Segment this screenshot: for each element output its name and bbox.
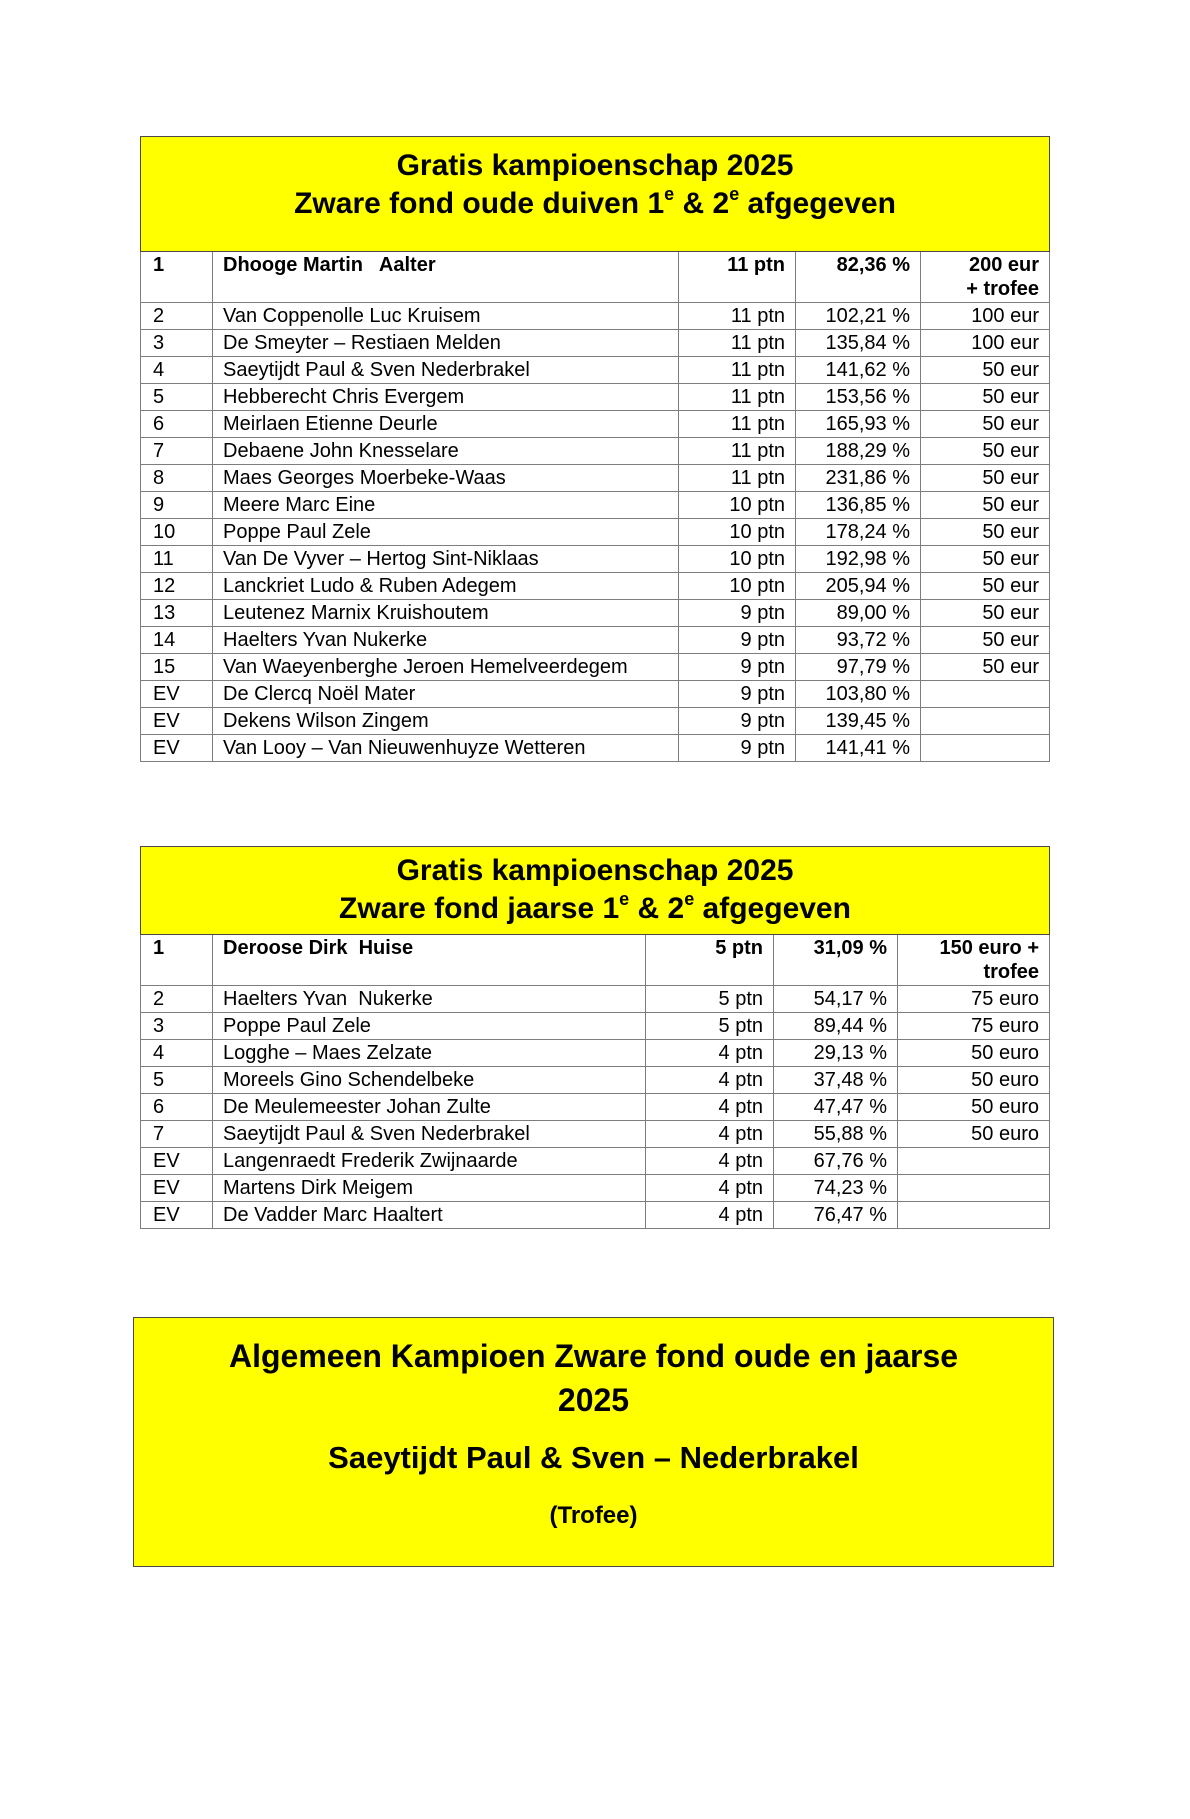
name-cell: Poppe Paul Zele <box>213 1013 646 1040</box>
table-row <box>141 627 1050 654</box>
prize-cell: 100 eur <box>921 330 1050 357</box>
name-cell: Dhooge Martin Aalter <box>213 252 679 303</box>
percent-cell: 103,80 % <box>796 681 921 708</box>
table-row <box>141 986 1050 1013</box>
oude-duiven-table-body <box>141 252 1050 762</box>
rank-cell: 13 <box>141 600 213 627</box>
subtitle-text: afgegeven <box>739 187 896 220</box>
subtitle-text: afgegeven <box>694 892 851 925</box>
table-row <box>141 708 1050 735</box>
prize-cell <box>898 1175 1050 1202</box>
prize-cell: 50 euro <box>898 1040 1050 1067</box>
percent-cell: 153,56 % <box>796 384 921 411</box>
prize-cell: 50 eur <box>921 627 1050 654</box>
percent-cell: 29,13 % <box>774 1040 898 1067</box>
percent-cell: 135,84 % <box>796 330 921 357</box>
table-header-row <box>141 847 1050 935</box>
prize-cell: 100 eur <box>921 303 1050 330</box>
table-row <box>141 735 1050 762</box>
name-cell: Debaene John Knesselare <box>213 438 679 465</box>
table-row <box>141 1202 1050 1229</box>
prize-cell: 150 euro + trofee <box>898 935 1050 986</box>
table-title: Gratis kampioenschap 2025 <box>396 149 794 182</box>
percent-cell: 231,86 % <box>796 465 921 492</box>
rank-cell: EV <box>141 735 213 762</box>
superscript-e: e <box>619 889 630 909</box>
points-cell: 5 ptn <box>646 935 774 986</box>
prize-cell: 50 eur <box>921 357 1050 384</box>
prize-cell: 50 eur <box>921 492 1050 519</box>
percent-cell: 192,98 % <box>796 546 921 573</box>
table-row <box>141 330 1050 357</box>
points-cell: 11 ptn <box>679 384 796 411</box>
table-row <box>141 654 1050 681</box>
prize-cell: 75 euro <box>898 986 1050 1013</box>
name-cell: Van Looy – Van Nieuwenhuyze Wetteren <box>213 735 679 762</box>
prize-cell: 50 euro <box>898 1067 1050 1094</box>
percent-cell: 37,48 % <box>774 1067 898 1094</box>
table-row <box>141 465 1050 492</box>
oude-duiven-table <box>140 136 1050 762</box>
points-cell: 9 ptn <box>679 708 796 735</box>
rank-cell: EV <box>141 1148 213 1175</box>
points-cell: 5 ptn <box>646 1013 774 1040</box>
percent-cell: 139,45 % <box>796 708 921 735</box>
rank-cell: 12 <box>141 573 213 600</box>
subtitle-text: & 2 <box>629 892 685 925</box>
rank-cell: 3 <box>141 1013 213 1040</box>
rank-cell: 7 <box>141 438 213 465</box>
prize-cell <box>898 1148 1050 1175</box>
points-cell: 4 ptn <box>646 1202 774 1229</box>
prize-cell: 50 eur <box>921 654 1050 681</box>
table-row <box>141 1121 1050 1148</box>
table-row <box>141 546 1050 573</box>
points-cell: 9 ptn <box>679 654 796 681</box>
percent-cell: 136,85 % <box>796 492 921 519</box>
points-cell: 9 ptn <box>679 627 796 654</box>
prize-cell: 50 eur <box>921 384 1050 411</box>
name-cell: Maes Georges Moerbeke-Waas <box>213 465 679 492</box>
name-cell: Moreels Gino Schendelbeke <box>213 1067 646 1094</box>
name-cell: Saeytijdt Paul & Sven Nederbrakel <box>213 357 679 384</box>
points-cell: 9 ptn <box>679 735 796 762</box>
percent-cell: 178,24 % <box>796 519 921 546</box>
rank-cell: 11 <box>141 546 213 573</box>
prize-cell: 200 eur + trofee <box>921 252 1050 303</box>
prize-cell <box>898 1202 1050 1229</box>
rank-cell: EV <box>141 1202 213 1229</box>
prize-cell: 50 eur <box>921 438 1050 465</box>
points-cell: 9 ptn <box>679 600 796 627</box>
name-cell: Lanckriet Ludo & Ruben Adegem <box>213 573 679 600</box>
table-title: Gratis kampioenschap 2025 <box>396 854 794 887</box>
prize-cell: 50 euro <box>898 1121 1050 1148</box>
rank-cell: 14 <box>141 627 213 654</box>
rank-cell: 6 <box>141 411 213 438</box>
name-cell: De Smeyter – Restiaen Melden <box>213 330 679 357</box>
prize-cell: 50 eur <box>921 465 1050 492</box>
table-row <box>141 519 1050 546</box>
table-row <box>141 252 1050 303</box>
percent-cell: 205,94 % <box>796 573 921 600</box>
table-row <box>141 492 1050 519</box>
banner-title-line2: 2025 <box>557 1382 630 1418</box>
table-row <box>141 1148 1050 1175</box>
name-cell: Van Waeyenberghe Jeroen Hemelveerdegem <box>213 654 679 681</box>
name-cell: De Vadder Marc Haaltert <box>213 1202 646 1229</box>
rank-cell: 10 <box>141 519 213 546</box>
points-cell: 4 ptn <box>646 1067 774 1094</box>
points-cell: 4 ptn <box>646 1148 774 1175</box>
points-cell: 4 ptn <box>646 1121 774 1148</box>
points-cell: 11 ptn <box>679 438 796 465</box>
percent-cell: 31,09 % <box>774 935 898 986</box>
jaarse-table-body <box>141 935 1050 1229</box>
table-row <box>141 681 1050 708</box>
table-row <box>141 1175 1050 1202</box>
rank-cell: EV <box>141 708 213 735</box>
rank-cell: 5 <box>141 1067 213 1094</box>
percent-cell: 47,47 % <box>774 1094 898 1121</box>
percent-cell: 74,23 % <box>774 1175 898 1202</box>
prize-cell: 50 eur <box>921 519 1050 546</box>
name-cell: Poppe Paul Zele <box>213 519 679 546</box>
percent-cell: 82,36 % <box>796 252 921 303</box>
table-row <box>141 1013 1050 1040</box>
prize-cell <box>921 708 1050 735</box>
jaarse-table <box>140 846 1050 1229</box>
rank-cell: 3 <box>141 330 213 357</box>
name-cell: Hebberecht Chris Evergem <box>213 384 679 411</box>
percent-cell: 141,41 % <box>796 735 921 762</box>
name-cell: Meirlaen Etienne Deurle <box>213 411 679 438</box>
points-cell: 11 ptn <box>679 252 796 303</box>
table-row <box>141 1067 1050 1094</box>
trophy-note: (Trofee) <box>549 1502 638 1529</box>
rank-cell: 7 <box>141 1121 213 1148</box>
subtitle-text: Zware fond oude duiven 1 <box>294 187 665 220</box>
name-cell: Logghe – Maes Zelzate <box>213 1040 646 1067</box>
table-row <box>141 600 1050 627</box>
points-cell: 4 ptn <box>646 1094 774 1121</box>
overall-champion-banner <box>133 1317 1054 1567</box>
percent-cell: 55,88 % <box>774 1121 898 1148</box>
rank-cell: 5 <box>141 384 213 411</box>
table-row <box>141 411 1050 438</box>
name-cell: De Clercq Noël Mater <box>213 681 679 708</box>
rank-cell: 1 <box>141 935 213 986</box>
name-cell: Meere Marc Eine <box>213 492 679 519</box>
table-header-row <box>141 137 1050 252</box>
percent-cell: 54,17 % <box>774 986 898 1013</box>
table-row <box>141 573 1050 600</box>
rank-cell: EV <box>141 681 213 708</box>
points-cell: 11 ptn <box>679 303 796 330</box>
percent-cell: 89,00 % <box>796 600 921 627</box>
rank-cell: 6 <box>141 1094 213 1121</box>
table-row <box>141 438 1050 465</box>
prize-cell: 50 eur <box>921 600 1050 627</box>
superscript-e: e <box>664 184 675 204</box>
points-cell: 5 ptn <box>646 986 774 1013</box>
percent-cell: 102,21 % <box>796 303 921 330</box>
table-row <box>141 1040 1050 1067</box>
name-cell: Dekens Wilson Zingem <box>213 708 679 735</box>
rank-cell: 8 <box>141 465 213 492</box>
name-cell: Leutenez Marnix Kruishoutem <box>213 600 679 627</box>
percent-cell: 97,79 % <box>796 654 921 681</box>
points-cell: 11 ptn <box>679 465 796 492</box>
table-title-banner <box>141 847 1050 935</box>
name-cell: Van De Vyver – Hertog Sint-Niklaas <box>213 546 679 573</box>
percent-cell: 89,44 % <box>774 1013 898 1040</box>
table-row <box>141 1094 1050 1121</box>
table-row <box>141 357 1050 384</box>
table-subtitle <box>141 890 1049 928</box>
prize-cell <box>921 735 1050 762</box>
prize-cell: 75 euro <box>898 1013 1050 1040</box>
percent-cell: 141,62 % <box>796 357 921 384</box>
prize-cell <box>921 681 1050 708</box>
rank-cell: 2 <box>141 986 213 1013</box>
prize-cell: 50 euro <box>898 1094 1050 1121</box>
banner-title <box>134 1334 1053 1422</box>
rank-cell: 9 <box>141 492 213 519</box>
points-cell: 9 ptn <box>679 681 796 708</box>
table-row <box>141 303 1050 330</box>
percent-cell: 93,72 % <box>796 627 921 654</box>
prize-cell: 50 eur <box>921 411 1050 438</box>
points-cell: 4 ptn <box>646 1175 774 1202</box>
points-cell: 10 ptn <box>679 519 796 546</box>
points-cell: 4 ptn <box>646 1040 774 1067</box>
subtitle-text: Zware fond jaarse 1 <box>339 892 620 925</box>
name-cell: Martens Dirk Meigem <box>213 1175 646 1202</box>
name-cell: Haelters Yvan Nukerke <box>213 986 646 1013</box>
rank-cell: 2 <box>141 303 213 330</box>
points-cell: 11 ptn <box>679 411 796 438</box>
table-row <box>141 384 1050 411</box>
banner-title-line1: Algemeen Kampioen Zware fond oude en jaarse <box>228 1338 959 1374</box>
name-cell: Deroose Dirk Huise <box>213 935 646 986</box>
points-cell: 10 ptn <box>679 492 796 519</box>
points-cell: 10 ptn <box>679 546 796 573</box>
percent-cell: 76,47 % <box>774 1202 898 1229</box>
points-cell: 11 ptn <box>679 330 796 357</box>
table-subtitle <box>141 185 1049 223</box>
percent-cell: 165,93 % <box>796 411 921 438</box>
name-cell: De Meulemeester Johan Zulte <box>213 1094 646 1121</box>
points-cell: 10 ptn <box>679 573 796 600</box>
prize-cell: 50 eur <box>921 546 1050 573</box>
subtitle-text: & 2 <box>674 187 730 220</box>
prize-cell: 50 eur <box>921 573 1050 600</box>
name-cell: Van Coppenolle Luc Kruisem <box>213 303 679 330</box>
rank-cell: 4 <box>141 357 213 384</box>
champion-name: Saeytijdt Paul & Sven – Nederbrakel <box>328 1440 859 1475</box>
superscript-e: e <box>729 184 740 204</box>
table-row <box>141 935 1050 986</box>
table-title-banner <box>141 137 1050 252</box>
rank-cell: 15 <box>141 654 213 681</box>
percent-cell: 188,29 % <box>796 438 921 465</box>
percent-cell: 67,76 % <box>774 1148 898 1175</box>
name-cell: Saeytijdt Paul & Sven Nederbrakel <box>213 1121 646 1148</box>
rank-cell: 4 <box>141 1040 213 1067</box>
name-cell: Haelters Yvan Nukerke <box>213 627 679 654</box>
rank-cell: EV <box>141 1175 213 1202</box>
rank-cell: 1 <box>141 252 213 303</box>
superscript-e: e <box>684 889 695 909</box>
points-cell: 11 ptn <box>679 357 796 384</box>
name-cell: Langenraedt Frederik Zwijnaarde <box>213 1148 646 1175</box>
championship-results-page <box>0 136 1190 1819</box>
